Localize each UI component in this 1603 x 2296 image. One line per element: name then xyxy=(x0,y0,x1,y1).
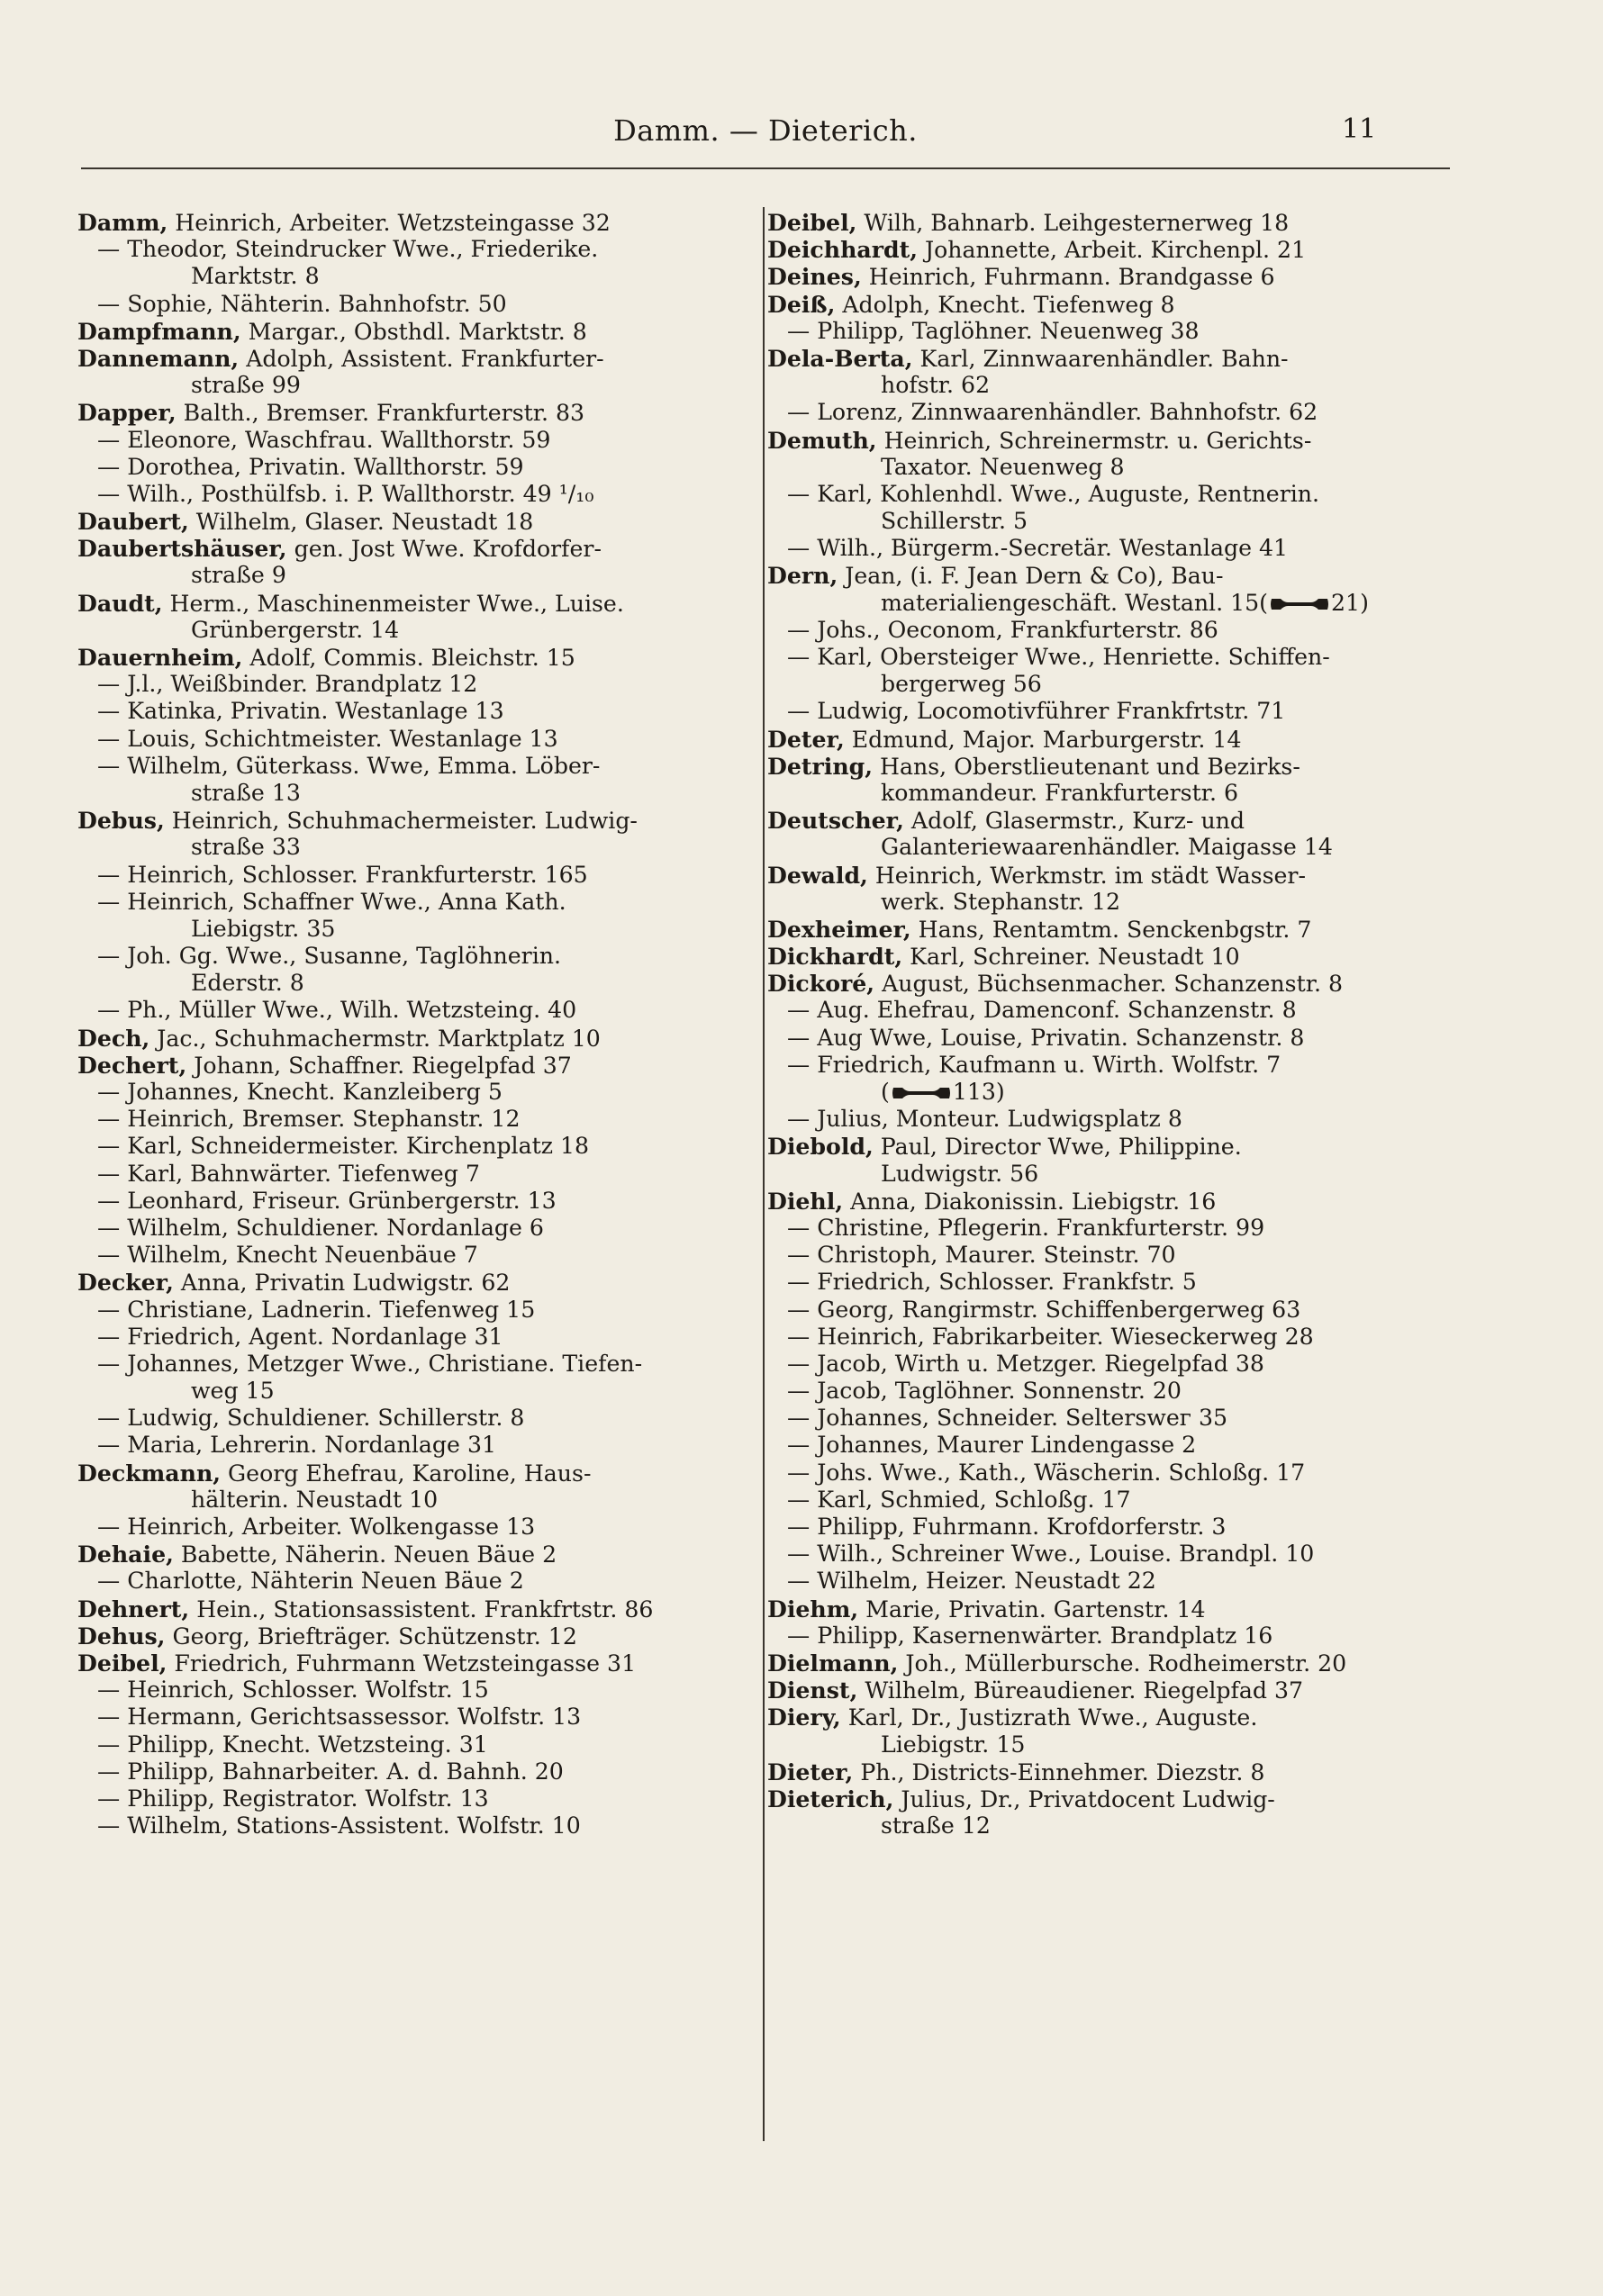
entry-details: Johannette, Arbeit. Kirchenpl. 21 xyxy=(918,237,1307,264)
entry-surname: Dewald, xyxy=(767,861,868,889)
directory-entry xyxy=(767,1133,1398,1160)
entry-continuation: Galanteriewaarenhändler. Maigasse 14 xyxy=(881,834,1333,861)
entry-details: Heinrich, Werkmstr. im städt Wasser- xyxy=(867,862,1306,889)
directory-entry xyxy=(767,263,1398,290)
directory-entry xyxy=(767,427,1398,454)
entry-details: Julius, Dr., Privatdocent Ludwig- xyxy=(893,1785,1275,1812)
directory-subentry: — Wilhelm, Stations-Assistent. Wolfstr. 10 xyxy=(97,1812,581,1840)
entry-details: Ph., Districts-Einnehmer. Diezstr. 8 xyxy=(853,1758,1265,1785)
directory-entry xyxy=(767,943,1398,970)
directory-subentry: — Sophie, Nähterin. Bahnhofstr. 50 xyxy=(97,290,507,317)
entry-details: Marie, Privatin. Gartenstr. 14 xyxy=(858,1595,1206,1623)
directory-subentry: — Wilhelm, Heizer. Neustadt 22 xyxy=(787,1568,1156,1595)
entry-details: Anna, Diakonissin. Liebigstr. 16 xyxy=(843,1188,1217,1215)
directory-subentry: — Johannes, Maurer Lindengasse 2 xyxy=(787,1432,1197,1459)
directory-entry xyxy=(767,291,1398,318)
directory-subentry: — Heinrich, Fabrikarbeiter. Wieseckerweg 28 xyxy=(787,1323,1314,1350)
directory-subentry: — Christoph, Maurer. Steinstr. 70 xyxy=(787,1242,1176,1269)
entry-surname: Diery, xyxy=(767,1704,841,1731)
entry-continuation: hofstr. 62 xyxy=(881,372,991,399)
entry-surname: Deibel, xyxy=(767,209,857,236)
entry-details: Wilh, Bahnarb. Leihgesternerweg 18 xyxy=(856,210,1290,236)
entry-continuation: Liebigstr. 35 xyxy=(191,915,336,942)
directory-subentry: — Philipp, Knecht. Wetzsteing. 31 xyxy=(97,1731,488,1758)
directory-subentry: — Johs. Wwe., Kath., Wäscherin. Schloßg. 17 xyxy=(787,1459,1306,1486)
entry-surname: Dannemann, xyxy=(77,344,240,372)
directory-entry xyxy=(767,807,1398,834)
directory-entry xyxy=(767,562,1398,589)
entry-details: Adolph, Assistent. Frankfurter- xyxy=(239,345,604,372)
entry-continuation: hälterin. Neustadt 10 xyxy=(191,1486,439,1513)
entry-surname: Detring, xyxy=(767,752,874,780)
entry-continuation: straße 9 xyxy=(191,562,286,589)
entry-details: August, Büchsenmacher. Schanzenstr. 8 xyxy=(874,971,1344,998)
entry-surname: Dexheimer, xyxy=(767,915,911,943)
entry-details: Babette, Näherin. Neuen Bäue 2 xyxy=(173,1541,557,1568)
entry-continuation: straße 99 xyxy=(191,372,301,399)
entry-surname: Dienst, xyxy=(767,1677,858,1704)
entry-details: Jac., Schuhmachermstr. Marktplatz 10 xyxy=(149,1025,601,1052)
entry-details: Joh., Müllerburschе. Rodheimerstr. 20 xyxy=(898,1650,1347,1677)
directory-entry xyxy=(77,1025,735,1052)
entry-surname: Dickoré, xyxy=(767,970,875,998)
directory-entry xyxy=(77,590,735,617)
directory-subentry: — Aug Wwe, Louise, Privatin. Schanzenstr. 8 xyxy=(787,1024,1305,1051)
entry-continuation: straße 13 xyxy=(191,779,301,806)
entry-continuation: straße 12 xyxy=(881,1812,991,1840)
directory-entry xyxy=(767,1650,1398,1677)
entry-details: Adolf, Glasermstr., Kurz- und xyxy=(903,808,1245,835)
directory-subentry: — Johannes, Schneider. Selterswег 35 xyxy=(787,1405,1227,1432)
header-rule xyxy=(81,167,1450,169)
directory-entry xyxy=(767,236,1398,263)
entry-surname: Deter, xyxy=(767,725,845,753)
entry-details: Heinrich, Schuhmachermeister. Ludwig- xyxy=(164,808,638,835)
entry-details: Hans, Oberstlieutenant und Bezirks- xyxy=(873,753,1300,780)
entry-surname: Daubertshäuser, xyxy=(77,535,287,563)
directory-subentry: — Christiane, Ladnerin. Tiefenweg 15 xyxy=(97,1296,536,1323)
directory-subentry: — Ph., Müller Wwe., Wilh. Wetzsteing. 40 xyxy=(97,997,577,1024)
directory-subentry: — Christine, Pflegerin. Frankfurterstr. 99 xyxy=(787,1214,1265,1241)
directory-subentry: — Philipp, Fuhrmann. Krofdorferstr. 3 xyxy=(787,1514,1227,1540)
directory-entry xyxy=(77,644,735,671)
directory-entry xyxy=(77,508,735,535)
entry-details: Wilhelm, Büreaudiener. Riegelpfad 37 xyxy=(857,1677,1304,1704)
directory-subentry: — Heinrich, Schlosser. Frankfurterstr. 165 xyxy=(97,861,588,888)
directory-subentry: — Wilh., Posthülfsb. i. P. Wallthorstr. 49 ¹/₁₀ xyxy=(97,480,594,507)
directory-subentry: — Johannes, Metzger Wwe., Christiane. Tiefen- xyxy=(97,1350,643,1377)
entry-surname: Deiß, xyxy=(767,290,836,318)
entry-continuation: straße 33 xyxy=(191,834,301,861)
entry-details: Wilhelm, Glaser. Neustadt 18 xyxy=(188,509,534,536)
entry-details: Margar., Obsthdl. Marktstr. 8 xyxy=(240,318,587,345)
directory-subentry: — Charlotte, Nähterin Neuen Bäue 2 xyxy=(97,1568,524,1595)
entry-continuation: werk. Stephanstr. 12 xyxy=(881,888,1121,915)
entry-surname: Dehus, xyxy=(77,1622,166,1650)
directory-entry xyxy=(77,318,735,345)
telephone-icon xyxy=(890,1082,953,1104)
entry-surname: Dapper, xyxy=(77,399,177,427)
entry-continuation-telephone xyxy=(767,590,1398,617)
directory-subentry: — Karl, Obersteiger Wwe., Henriette. Schiffen- xyxy=(787,644,1330,670)
entry-surname: Dickhardt, xyxy=(767,943,903,971)
entry-details: Balth., Bremser. Frankfurterstr. 83 xyxy=(176,400,585,427)
directory-subentry: — Friedrich, Agent. Nordanlage 31 xyxy=(97,1323,503,1350)
entry-continuation: kommandeur. Frankfurterstr. 6 xyxy=(881,779,1238,806)
entry-details: Adolph, Knecht. Tiefenweg 8 xyxy=(835,291,1175,318)
directory-subentry: — Ludwig, Locomotivführer Frankfrtstr. 71 xyxy=(787,698,1286,725)
entry-details: Karl, Schreiner. Neustadt 10 xyxy=(902,944,1240,971)
directory-entry xyxy=(77,209,735,236)
directory-subentry: — Jacob, Taglöhner. Sonnenstr. 20 xyxy=(787,1378,1182,1405)
entry-details: Heinrich, Fuhrmann. Brandgasse 6 xyxy=(861,264,1275,291)
directory-entry xyxy=(77,345,735,372)
directory-subentry: — Wilh., Bürgerm.-Secretär. Westanlage 41 xyxy=(787,535,1289,562)
entry-surname: Deibel, xyxy=(77,1649,168,1677)
directory-entry xyxy=(767,1677,1398,1704)
directory-entry xyxy=(77,1052,735,1079)
directory-subentry: — Wilh., Schreiner Wwe., Louise. Brandpl. 10 xyxy=(787,1541,1315,1568)
directory-subentry: — Georg, Rangirmstr. Schiffenbergerweg 63 xyxy=(787,1296,1301,1323)
directory-subentry: — Johs., Oeconom, Frankfurterstr. 86 xyxy=(787,616,1218,643)
entry-details: Heinrich, Schreinermstr. u. Gerichts- xyxy=(876,427,1312,454)
directory-subentry: — Ludwig, Schuldiener. Schillerstr. 8 xyxy=(97,1405,525,1432)
entry-surname: Deutscher, xyxy=(767,807,904,835)
entry-surname: Dehaie, xyxy=(77,1541,174,1568)
left-column xyxy=(77,209,735,1840)
entry-continuation: Schillerstr. 5 xyxy=(881,508,1028,535)
entry-details: Heinrich, Arbeiter. Wetzsteingasse 32 xyxy=(168,210,611,236)
entry-details: Anna, Privatin Ludwigstr. 62 xyxy=(173,1270,511,1297)
directory-entry xyxy=(767,345,1398,372)
entry-details: Georg Ehefrau, Karoline, Haus- xyxy=(221,1460,592,1487)
directory-entry xyxy=(767,726,1398,753)
directory-subentry: — Wilhelm, Schuldiener. Nordanlage 6 xyxy=(97,1214,544,1241)
entry-details: Johann, Schaffner. Riegelpfad 37 xyxy=(186,1052,572,1079)
entry-surname: Dehnert, xyxy=(77,1595,190,1623)
directory-entry xyxy=(767,1595,1398,1623)
entry-surname: Decker, xyxy=(77,1269,174,1297)
entry-surname: Damm, xyxy=(77,209,168,236)
directory-subentry: — Lorenz, Zinnwaarenhändler. Bahnhofstr. 62 xyxy=(787,399,1318,426)
directory-subentry: — Philipp, Bahnarbeiter. A. d. Bahnh. 20 xyxy=(97,1758,564,1785)
directory-subentry: — Johannes, Knecht. Kanzleiberg 5 xyxy=(97,1079,503,1105)
column-divider xyxy=(763,207,765,2141)
directory-subentry: — Katinka, Privatin. Westanlage 13 xyxy=(97,698,504,725)
directory-subentry: — Karl, Kohlenhdl. Wwe., Auguste, Rentnerin. xyxy=(787,480,1320,507)
directory-subentry: — Heinrich, Arbeiter. Wolkengasse 13 xyxy=(97,1514,536,1540)
directory-subentry: — Heinrich, Schlosser. Wolfstr. 15 xyxy=(97,1677,489,1704)
entry-details: ( xyxy=(881,1079,890,1105)
directory-subentry: — Wilhelm, Güterkass. Wwe, Emma. Löber- xyxy=(97,752,601,779)
directory-subentry: — Karl, Bahnwärter. Tiefenweg 7 xyxy=(97,1160,480,1187)
entry-details: Herm., Maschinenmeister Wwe., Luise. xyxy=(162,590,624,617)
directory-entry xyxy=(767,753,1398,780)
directory-subentry: — Philipp, Taglöhner. Neuenweg 38 xyxy=(787,317,1200,344)
entry-details: Adolf, Commis. Bleichstr. 15 xyxy=(242,645,575,671)
entry-surname: Dieter, xyxy=(767,1758,854,1785)
telephone-number: 21) xyxy=(1331,589,1369,616)
telephone-icon xyxy=(1268,593,1331,615)
directory-subentry: — Dorothea, Privatin. Wallthorstr. 59 xyxy=(97,453,524,480)
entry-surname: Dielmann, xyxy=(767,1649,899,1677)
directory-entry xyxy=(77,1650,735,1677)
directory-entry xyxy=(77,399,735,426)
directory-subentry: — Heinrich, Schaffner Wwe., Anna Kath. xyxy=(97,888,566,915)
entry-details: Edmund, Major. Marburgerstr. 14 xyxy=(844,726,1242,753)
entry-continuation: Marktstr. 8 xyxy=(191,263,320,290)
directory-entry xyxy=(767,916,1398,943)
directory-subentry: — Louis, Schichtmeister. Westanlage 13 xyxy=(97,725,558,752)
entry-surname: Deines, xyxy=(767,263,862,291)
directory-subentry: — Philipp, Registrator. Wolfstr. 13 xyxy=(97,1785,489,1812)
entry-surname: Daudt, xyxy=(77,589,163,617)
directory-subentry: — Friedrich, Kaufmann u. Wirth. Wolfstr. 7 xyxy=(787,1051,1281,1078)
entry-details: Karl, Zinnwaarenhändler. Bahn- xyxy=(912,345,1289,372)
entry-surname: Diehm, xyxy=(767,1595,859,1623)
entry-surname: Demuth, xyxy=(767,426,877,454)
directory-entry xyxy=(767,1758,1398,1785)
right-column xyxy=(767,209,1398,1840)
directory-entry xyxy=(77,1460,735,1487)
directory-subentry: — Julius, Monteur. Ludwigsplatz 8 xyxy=(787,1106,1182,1133)
entry-surname: Dech, xyxy=(77,1024,150,1052)
directory-subentry: — Philipp, Kasernenwärter. Brandplatz 16 xyxy=(787,1622,1273,1649)
directory-subentry: — Karl, Schneidermeister. Kirchenplatz 18 xyxy=(97,1133,590,1160)
directory-subentry: — Karl, Schmied, Schloßg. 17 xyxy=(787,1486,1131,1513)
directory-entry xyxy=(767,1188,1398,1215)
entry-surname: Dechert, xyxy=(77,1051,187,1079)
entry-continuation: Ludwigstr. 56 xyxy=(881,1160,1039,1187)
directory-entry xyxy=(77,1269,735,1296)
entry-continuation: Taxator. Neuenweg 8 xyxy=(881,453,1125,480)
entry-details: Karl, Dr., Justizrath Wwe., Auguste. xyxy=(840,1704,1258,1731)
page-header xyxy=(0,106,1603,160)
entry-continuation-telephone xyxy=(767,1079,1398,1106)
directory-entry xyxy=(77,807,735,834)
directory-subentry: — J.l., Weißbinder. Brandplatz 12 xyxy=(97,671,478,698)
directory-entry xyxy=(767,1704,1398,1731)
directory-subentry: — Wilhelm, Knecht Neuenbäue 7 xyxy=(97,1242,478,1269)
entry-details: Paul, Director Wwe, Philippine. xyxy=(873,1134,1242,1161)
entry-surname: Deichhardt, xyxy=(767,236,919,264)
entry-details: Jean, (i. F. Jean Dern & Co), Bau- xyxy=(838,563,1224,590)
directory-subentry: — Theodor, Steindrucker Wwe., Friederike. xyxy=(97,236,599,263)
entry-surname: Dern, xyxy=(767,562,838,590)
directory-subentry: — Leonhard, Friseur. Grünbergerstr. 13 xyxy=(97,1187,557,1214)
directory-subentry: — Joh. Gg. Wwe., Susanne, Taglöhnerin. xyxy=(97,943,561,970)
entry-surname: Diehl, xyxy=(767,1187,844,1215)
entry-continuation: Liebigstr. 15 xyxy=(881,1731,1026,1758)
directory-entry xyxy=(77,1541,735,1568)
entry-continuation: weg 15 xyxy=(191,1378,275,1405)
entry-surname: Dauernheim, xyxy=(77,644,243,671)
directory-subentry: — Jacob, Wirth u. Metzger. Riegelpfad 38 xyxy=(787,1350,1264,1377)
entry-continuation: Grünbergerstr. 14 xyxy=(191,616,400,643)
directory-subentry: — Maria, Lehrerin. Nordanlage 31 xyxy=(97,1432,497,1459)
entry-details: materialiengeschäft. Westanl. 15( xyxy=(881,589,1269,616)
directory-subentry: — Heinrich, Bremser. Stephanstr. 12 xyxy=(97,1106,521,1133)
entry-continuation: bergerweg 56 xyxy=(881,671,1042,698)
directory-subentry: — Eleonore, Waschfrau. Wallthorstr. 59 xyxy=(97,426,551,453)
page-number: 11 xyxy=(1342,113,1377,145)
entry-details: Hein., Stationsassistent. Frankfrtstr. 86 xyxy=(189,1595,654,1623)
entry-surname: Diebold, xyxy=(767,1133,874,1161)
entry-details: Georg, Briefträger. Schützenstr. 12 xyxy=(165,1623,577,1650)
directory-subentry: — Hermann, Gerichtsassessor. Wolfstr. 13 xyxy=(97,1704,582,1731)
running-head: Damm. — Dieterich. xyxy=(613,113,918,148)
telephone-number: 113) xyxy=(952,1079,1005,1105)
entry-surname: Dieterich, xyxy=(767,1785,894,1812)
directory-subentry: — Aug. Ehefrau, Damenconf. Schanzenstr. 8 xyxy=(787,997,1297,1024)
directory-entry xyxy=(767,970,1398,997)
entry-surname: Debus, xyxy=(77,807,165,835)
entry-details: Hans, Rentamtm. Senckenbgstr. 7 xyxy=(910,916,1312,943)
directory-entry xyxy=(77,535,735,562)
entry-details: gen. Jost Wwe. Krofdorfer- xyxy=(286,536,602,563)
entry-surname: Daubert, xyxy=(77,508,189,536)
directory-entry xyxy=(767,862,1398,889)
directory-entry xyxy=(767,209,1398,236)
entry-surname: Dampfmann, xyxy=(77,317,241,345)
entry-continuation: Ederstr. 8 xyxy=(191,970,304,997)
directory-entry xyxy=(77,1623,735,1650)
directory-subentry: — Friedrich, Schlosser. Frankfstr. 5 xyxy=(787,1269,1197,1296)
directory-entry xyxy=(767,1785,1398,1812)
entry-details: Friedrich, Fuhrmann Wetzsteingasse 31 xyxy=(167,1650,637,1677)
entry-surname: Dela-Berta, xyxy=(767,344,913,372)
entry-surname: Deckmann, xyxy=(77,1459,222,1487)
directory-entry xyxy=(77,1595,735,1623)
